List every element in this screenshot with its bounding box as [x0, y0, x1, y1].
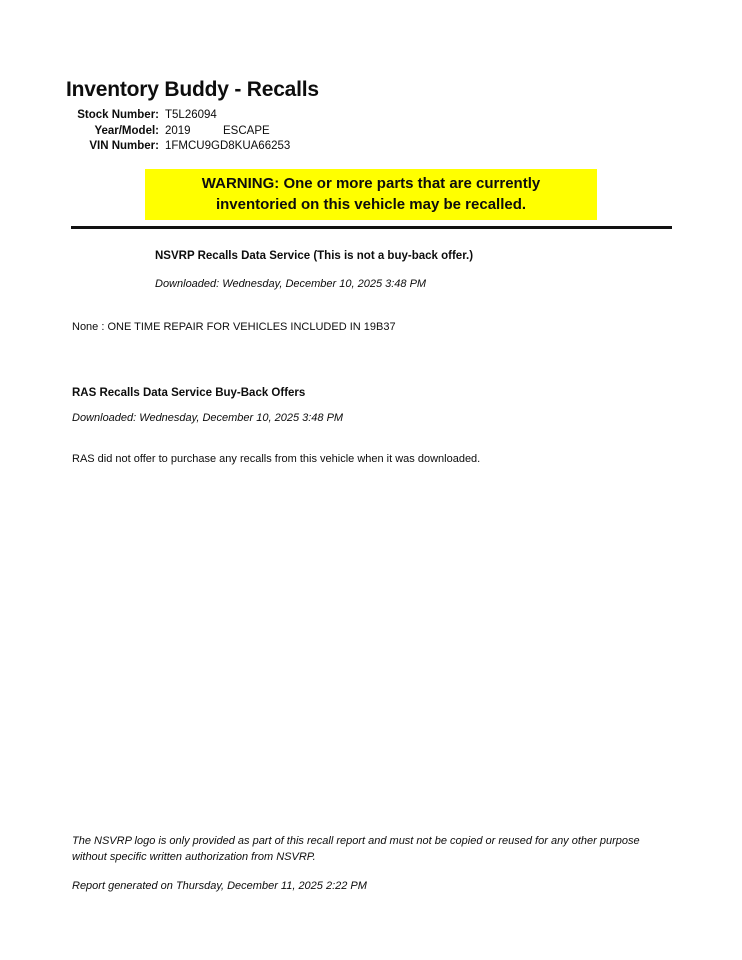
- nsvrp-section-heading: NSVRP Recalls Data Service (This is not a buy-back offer.): [155, 250, 474, 262]
- ras-downloaded-timestamp: Downloaded: Wednesday, December 10, 2025 3:48 PM: [72, 412, 344, 424]
- stock-number-label: Stock Number:: [77, 109, 159, 121]
- warning-line-2: inventoried on this vehicle may be recalled.: [215, 196, 527, 213]
- warning-line-1: WARNING: One or more parts that are currently: [201, 175, 541, 192]
- vin-number-label: VIN Number:: [89, 140, 159, 152]
- vin-number-value: 1FMCU9GD8KUA66253: [165, 140, 291, 152]
- recall-warning-banner: [145, 169, 597, 220]
- year-value: 2019: [165, 124, 191, 137]
- stock-number-row: [66, 108, 290, 124]
- nsvrp-downloaded-timestamp: Downloaded: Wednesday, December 10, 2025 3:48 PM: [155, 278, 427, 290]
- stock-number-value: T5L26094: [165, 109, 217, 121]
- model-value: ESCAPE: [223, 124, 270, 137]
- footer: [72, 833, 676, 892]
- ras-offer-status: RAS did not offer to purchase any recalls from this vehicle when it was downloaded.: [72, 453, 481, 465]
- nsvrp-recall-item: None : ONE TIME REPAIR FOR VEHICLES INCLUDED IN 19B37: [72, 321, 396, 333]
- footer-generated-timestamp: Report generated on Thursday, December 11, 2025 2:22 PM: [72, 880, 367, 892]
- header-divider: [71, 226, 672, 229]
- page-title: Inventory Buddy - Recalls: [66, 78, 319, 101]
- vin-number-row: [66, 139, 290, 155]
- ras-section-heading: RAS Recalls Data Service Buy-Back Offers: [72, 387, 306, 399]
- year-model-label: Year/Model:: [94, 124, 159, 137]
- vehicle-info-block: [66, 108, 290, 155]
- footer-disclaimer: The NSVRP logo is only provided as part of this recall report and must not be copied or reused for any other purpose without specific written authorization from NSVRP.: [72, 835, 640, 863]
- year-model-row: [66, 124, 290, 140]
